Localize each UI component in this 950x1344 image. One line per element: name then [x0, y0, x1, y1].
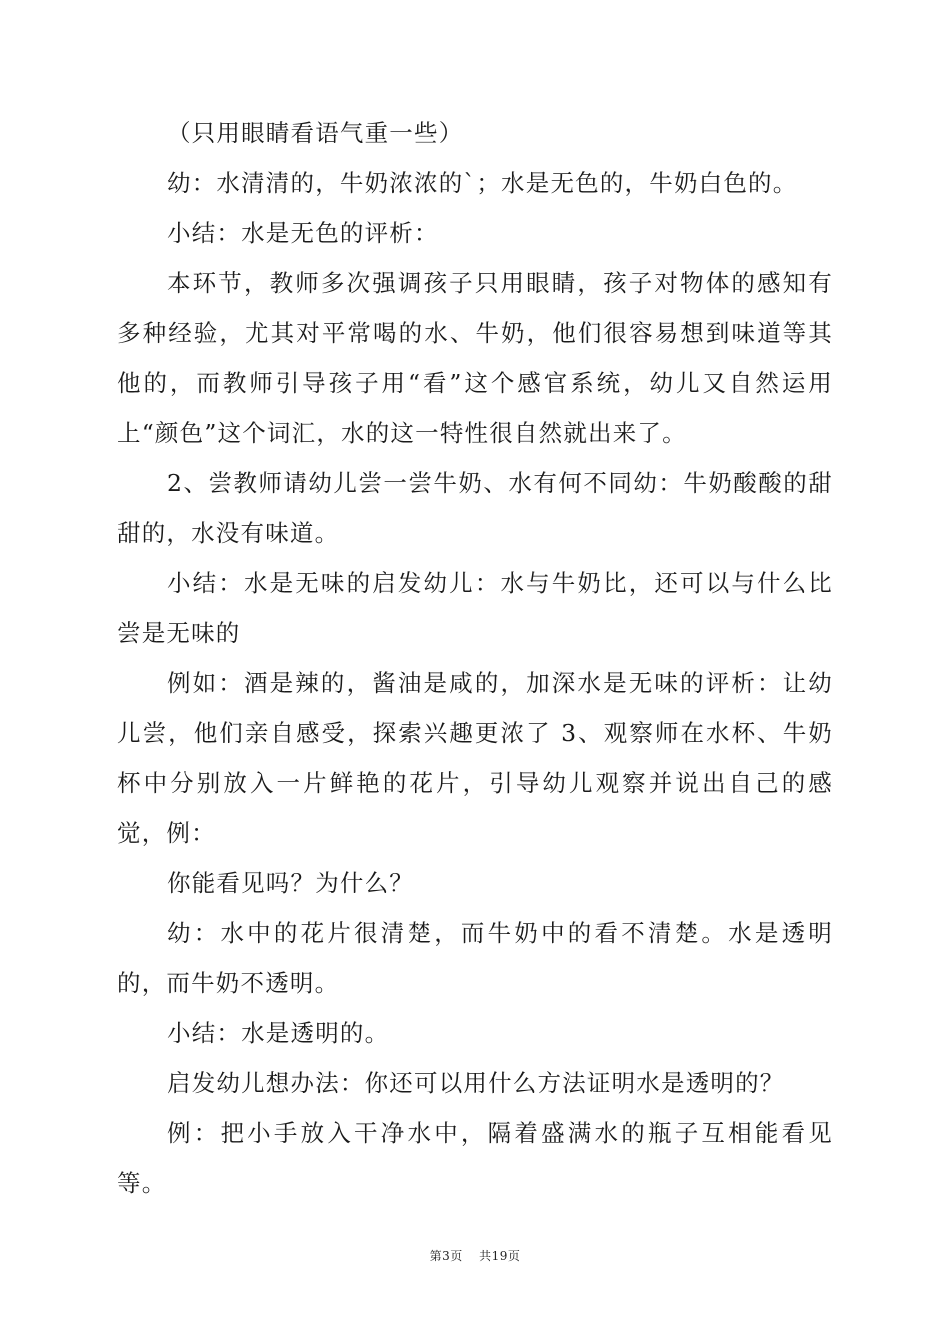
page-footer: [0, 1247, 950, 1264]
paragraph: 小结：水是透明的。: [167, 1019, 390, 1047]
paragraph: 幼：水中的花片很清楚，而牛奶中的看不清楚。水是透明的，而牛奶不透明。: [117, 919, 833, 997]
paragraph: 例如：酒是辣的，酱油是咸的，加深水是无味的评析：让幼儿尝，他们亲自感受，探索兴趣更浓了 3、观察师在水杯、牛奶杯中分别放入一片鲜艳的花片，引导幼儿观察并说出自己的感觉，例：: [117, 669, 833, 847]
page-number: 第3页: [429, 1249, 463, 1263]
paragraph: 小结：水是无色的评析：: [167, 219, 439, 247]
paragraph: 启发幼儿想办法：你还可以用什么方法证明水是透明的？: [167, 1069, 785, 1097]
paragraph: 2、尝教师请幼儿尝一尝牛奶、水有何不同幼：牛奶酸酸的甜甜的，水没有味道。: [117, 469, 833, 547]
paragraph: 本环节，教师多次强调孩子只用眼睛，孩子对物体的感知有多种经验，尤其对平常喝的水、牛奶，他们很容易想到味道等其他的，而教师引导孩子用“看”这个感官系统，幼儿又自然运用上“颜色”这个词汇，水的这一特性很自然就出来了。: [117, 269, 833, 447]
page-total: 共19页: [479, 1249, 521, 1263]
paragraph: （只用眼睛看语气重一些）: [167, 119, 464, 147]
paragraph: 小结：水是无味的启发幼儿：水与牛奶比，还可以与什么比尝是无味的: [117, 569, 833, 647]
paragraph: 你能看见吗？为什么？: [167, 869, 414, 897]
document-body: [117, 108, 833, 1208]
paragraph: 例：把小手放入干净水中，隔着盛满水的瓶子互相能看见等。: [117, 1119, 833, 1197]
paragraph: 幼：水清清的，牛奶浓浓的`；水是无色的，牛奶白色的。: [167, 169, 798, 197]
